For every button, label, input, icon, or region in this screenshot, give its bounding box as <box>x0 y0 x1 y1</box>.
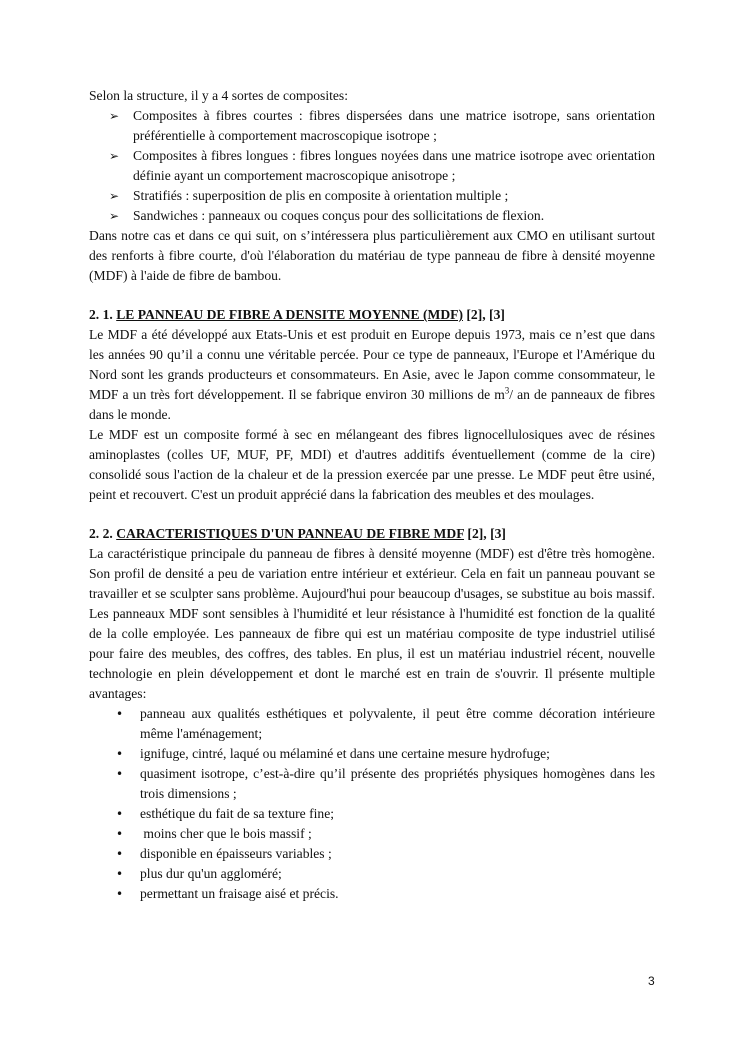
list-item: • ignifuge, cintré, laqué ou mélaminé et dans une certaine mesure hydrofuge; <box>89 744 655 764</box>
list-item: ➢ Stratifiés : superposition de plis en composite à orientation multiple ; <box>89 186 655 206</box>
section-heading-characteristics: 2. 2. CARACTERISTIQUES D'UN PANNEAU DE FIBRE MDF [2], [3] <box>89 526 506 541</box>
arrow-bullet-icon: ➢ <box>109 189 120 203</box>
document-page <box>89 86 655 904</box>
section-title: CARACTERISTIQUES D'UN PANNEAU DE FIBRE MDF <box>116 526 465 541</box>
bullet-icon: • <box>116 707 124 721</box>
bullet-icon: • <box>116 807 124 821</box>
arrow-bullet-icon: ➢ <box>109 149 120 163</box>
context-paragraph: Dans notre cas et dans ce qui suit, on s’intéressera plus particulièrement aux CMO en utilisant surtout des renforts à fibre courte, d'où l'élaboration du matériau de type panneau de fibre à densité moyenne (MDF) à l'aide de fibre de bambou. <box>89 228 655 283</box>
bullet-icon: • <box>116 827 124 841</box>
arrow-bullet-icon: ➢ <box>109 109 120 123</box>
list-item: • panneau aux qualités esthétiques et polyvalente, il peut être comme décoration intérieure même l'aménagement; <box>116 706 655 741</box>
list-item: • quasiment isotrope, c’est-à-dire qu’il présente des propriétés physiques homogènes dans les trois dimensions ; <box>116 766 655 801</box>
list-item: • plus dur qu'un aggloméré; <box>89 864 655 884</box>
section-refs: [2], [3] <box>467 526 506 541</box>
section-heading-mdf: 2. 1. LE PANNEAU DE FIBRE A DENSITE MOYENNE (MDF) [2], [3] <box>89 307 505 322</box>
composite-types-list <box>89 106 655 226</box>
advantages-list <box>89 704 655 904</box>
mdf-composition-paragraph: Le MDF est un composite formé à sec en mélangeant des fibres lignocellulosiques avec de résines aminoplastes (colles UF, MUF, PF, MDI) et d'autres additifs éventuellement (comme de la cire) consolidé sous l'action de la chaleur et de la pression exercée par une presse. Le MDF peut être usiné, peint et recouvert. C'est un produit apprécié dans la fabrication des meubles et des moulages. <box>89 427 655 502</box>
page-number: 3 <box>648 974 655 988</box>
list-item: ➢ Composites à fibres longues : fibres longues noyées dans une matrice isotrope avec orientation définie ayant un comportement macroscopique anisotrope ; <box>109 148 655 183</box>
bullet-icon: • <box>116 847 124 861</box>
bullet-icon: • <box>116 887 124 901</box>
mdf-history-paragraph: Le MDF a été développé aux Etats-Unis et est produit en Europe depuis 1973, mais ce n’est que dans les années 90 qu’il a connu une véritable percée. Pour ce type de panneaux, l'Europe et l'Amérique du Nord sont les grands producteurs et consommateurs. En Asie, avec le Japon comme consommateur, le MDF a un très fort développement. Il se fabrique environ 30 millions de $m^3/$ an de panneaux de fibres dans le monde. <box>89 327 655 422</box>
bullet-icon: • <box>116 747 124 761</box>
characteristics-paragraph: La caractéristique principale du panneau de fibres à densité moyenne (MDF) est d'être très homogène. Son profil de densité a peu de variation entre intérieur et extérieur. Cela en fait un panneau pouvant se travailler et se sculpter sans problème. Aujourd'hui pour beaucoup d'usages, se substitue au bois massif. Les panneaux MDF sont sensibles à l'humidité et leur résistance à l'humidité est fonction de la qualité de la colle employée. Les panneaux de fibre qui est un matériau composite de type industriel utilisé pour faire des meubles, des coffres, des tables. En plus, il est un matériau industriel récent, nouvelle technologie en plein développement et dont le marché est en train de s'ouvrir. Il présente multiple avantages: <box>89 546 655 701</box>
list-item: • permettant un fraisage aisé et précis. <box>89 884 655 904</box>
list-item: • esthétique du fait de sa texture fine; <box>89 804 655 824</box>
list-item: • disponible en épaisseurs variables ; <box>89 844 655 864</box>
list-item: • moins cher que le bois massif ; <box>89 824 655 844</box>
bullet-icon: • <box>116 767 124 781</box>
list-item: ➢ Composites à fibres courtes : fibres dispersées dans une matrice isotrope, sans orientation préférentielle à comportement macroscopique isotrope ; <box>109 108 655 143</box>
section-refs: [2], [3] <box>466 307 505 322</box>
section-title: LE PANNEAU DE FIBRE A DENSITE MOYENNE (MDF) <box>116 307 463 322</box>
list-item: ➢ Sandwiches : panneaux ou coques conçus pour des sollicitations de flexion. <box>89 206 655 226</box>
intro-text: Selon la structure, il y a 4 sortes de composites: <box>89 88 348 103</box>
arrow-bullet-icon: ➢ <box>109 209 120 223</box>
bullet-icon: • <box>116 867 124 881</box>
